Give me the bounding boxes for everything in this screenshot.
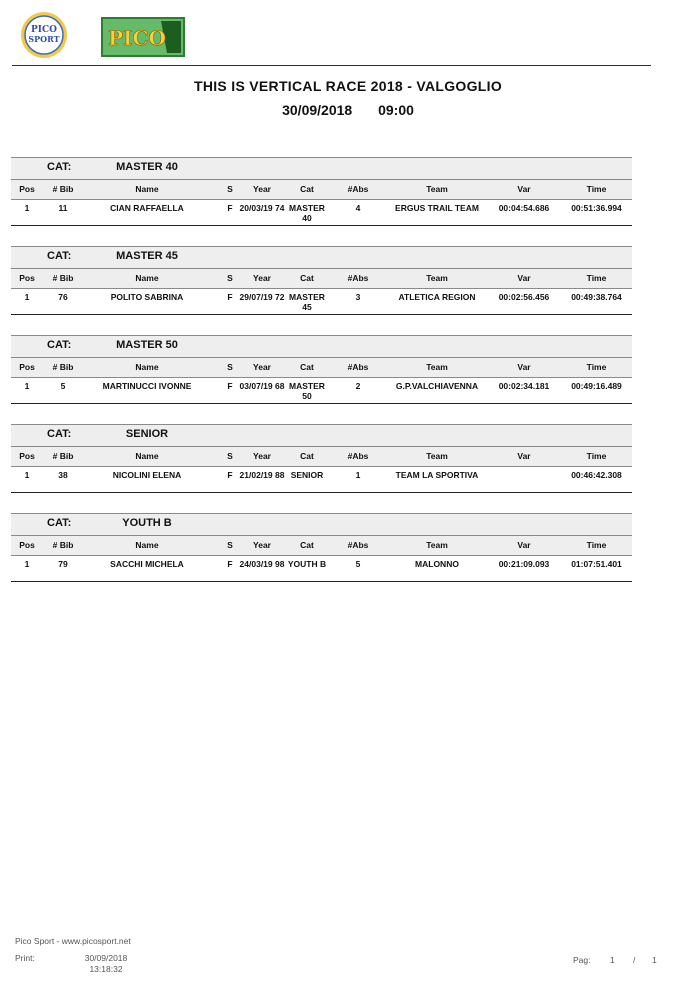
column-header-pos: Pos [19, 451, 35, 461]
category-name: MASTER 40 [116, 161, 178, 173]
column-header-pos: Pos [19, 540, 35, 550]
column-header-name: Name [135, 540, 159, 550]
column-header-bib: # Bib [52, 273, 74, 283]
column-header-bib: # Bib [52, 362, 74, 372]
column-header-cat: Cat [300, 184, 314, 194]
result-row [11, 378, 632, 404]
cell-var: 00:02:56.456 [498, 292, 550, 302]
cell-year: 21/02/19 88 [239, 470, 285, 480]
cell-name: CIAN RAFFAELLA [110, 203, 184, 213]
column-header-bib: # Bib [52, 540, 74, 550]
category-section [11, 157, 632, 226]
result-row [11, 289, 632, 315]
column-header-team: Team [426, 540, 448, 550]
column-header-cat: Cat [300, 273, 314, 283]
cell-name: SACCHI MICHELA [110, 559, 184, 569]
cell-time: 00:46:42.308 [571, 470, 622, 480]
column-header-var: Var [517, 540, 531, 550]
cell-var: 00:21:09.093 [498, 559, 550, 569]
category-section [11, 335, 632, 404]
cell-sex: F [227, 470, 233, 480]
column-header-pos: Pos [19, 273, 35, 283]
cell-cat: MASTER 40 [289, 203, 325, 223]
column-header-var: Var [517, 451, 531, 461]
category-name: MASTER 45 [116, 250, 178, 262]
column-header-var: Var [517, 273, 531, 283]
category-name: MASTER 50 [116, 339, 178, 351]
cell-team: MALONNO [415, 559, 459, 569]
cell-cat: MASTER 50 [289, 381, 325, 401]
cell-name: MARTINUCCI IVONNE [102, 381, 192, 391]
column-header-sex: S [227, 451, 233, 461]
category-label: CAT: [47, 161, 72, 173]
column-header-time: Time [586, 362, 607, 372]
logo-left-line2: SPORT [28, 34, 60, 44]
category-bar [11, 424, 632, 447]
column-header-pos: Pos [19, 362, 35, 372]
race-title: THIS IS VERTICAL RACE 2018 - VALGOGLIO [193, 78, 503, 94]
category-label: CAT: [47, 339, 72, 351]
footer-page-total: 1 [652, 955, 657, 965]
cell-var: 00:02:34.181 [498, 381, 550, 391]
footer-print-label: Print: [15, 953, 35, 963]
cell-pos: 1 [24, 470, 30, 480]
footer-site: Pico Sport - www.picosport.net [15, 936, 131, 946]
column-header-row [11, 447, 632, 467]
cell-year: 03/07/19 68 [239, 381, 285, 391]
column-header-row [11, 358, 632, 378]
column-header-team: Team [426, 184, 448, 194]
column-header-abs: #Abs [347, 540, 369, 550]
column-header-year: Year [253, 362, 271, 372]
column-header-team: Team [426, 451, 448, 461]
footer-page-label: Pag: [573, 955, 591, 965]
column-header-var: Var [517, 362, 531, 372]
column-header-time: Time [586, 540, 607, 550]
race-date: 30/09/2018 [282, 102, 353, 118]
column-header-year: Year [253, 184, 271, 194]
cell-time: 00:49:38.764 [571, 292, 622, 302]
category-bar [11, 246, 632, 269]
column-header-bib: # Bib [52, 184, 74, 194]
column-header-team: Team [426, 273, 448, 283]
pico-rectangular-logo [101, 17, 185, 57]
category-section [11, 513, 632, 582]
category-section [11, 424, 632, 493]
column-header-row [11, 180, 632, 200]
cell-name: POLITO SABRINA [110, 292, 184, 302]
column-header-pos: Pos [19, 184, 35, 194]
category-name: YOUTH B [122, 517, 172, 529]
footer-page-separator: / [633, 955, 636, 965]
column-header-name: Name [135, 184, 159, 194]
cell-cat: YOUTH B [287, 559, 327, 569]
column-header-cat: Cat [300, 451, 314, 461]
cell-sex: F [227, 292, 233, 302]
column-header-team: Team [426, 362, 448, 372]
column-header-time: Time [586, 184, 607, 194]
column-header-cat: Cat [300, 540, 314, 550]
cell-bib: 11 [58, 203, 68, 213]
column-header-abs: #Abs [347, 184, 369, 194]
column-header-sex: S [227, 540, 233, 550]
column-header-row [11, 536, 632, 556]
cell-abs: 5 [355, 559, 361, 569]
column-header-sex: S [227, 273, 233, 283]
cell-time: 00:49:16.489 [571, 381, 622, 391]
category-label: CAT: [47, 517, 72, 529]
cell-pos: 1 [24, 203, 30, 213]
race-time: 09:00 [378, 102, 414, 118]
logo-left-line1: PICO [31, 25, 57, 35]
column-header-cat: Cat [300, 362, 314, 372]
cell-pos: 1 [24, 292, 30, 302]
cell-name: NICOLINI ELENA [112, 470, 182, 480]
cell-year: 20/03/19 74 [239, 203, 285, 213]
cell-time: 01:07:51.401 [571, 559, 622, 569]
cell-team: ERGUS TRAIL TEAM [395, 203, 479, 213]
cell-bib: 38 [58, 470, 68, 480]
column-header-bib: # Bib [52, 451, 74, 461]
cell-bib: 76 [58, 292, 68, 302]
cell-cat: SENIOR [290, 470, 324, 480]
cell-cat: MASTER 45 [289, 292, 325, 312]
race-datetime [0, 102, 696, 118]
footer-page-current: 1 [610, 955, 615, 965]
cell-year: 29/07/19 72 [239, 292, 285, 302]
result-row [11, 200, 632, 226]
category-label: CAT: [47, 428, 72, 440]
footer-print-date: 30/09/2018 [84, 953, 128, 963]
cell-var: 00:04:54.686 [498, 203, 550, 213]
cell-year: 24/03/19 98 [239, 559, 285, 569]
pico-sport-round-logo [20, 11, 68, 59]
column-header-name: Name [135, 273, 159, 283]
category-bar [11, 335, 632, 358]
cell-team: G.P.VALCHIAVENNA [395, 381, 479, 391]
logo-right-text: PICO [108, 26, 166, 50]
footer-print-time: 13:18:32 [89, 964, 123, 974]
cell-abs: 4 [355, 203, 361, 213]
header-divider [12, 65, 651, 66]
result-row [11, 467, 632, 493]
cell-pos: 1 [24, 559, 30, 569]
column-header-abs: #Abs [347, 273, 369, 283]
column-header-name: Name [135, 362, 159, 372]
column-header-year: Year [253, 540, 271, 550]
column-header-year: Year [253, 451, 271, 461]
category-section [11, 246, 632, 315]
cell-abs: 3 [355, 292, 361, 302]
cell-time: 00:51:36.994 [571, 203, 622, 213]
column-header-name: Name [135, 451, 159, 461]
result-row [11, 556, 632, 582]
cell-sex: F [227, 381, 233, 391]
cell-bib: 5 [60, 381, 66, 391]
column-header-time: Time [586, 273, 607, 283]
cell-sex: F [227, 559, 233, 569]
category-label: CAT: [47, 250, 72, 262]
cell-sex: F [227, 203, 233, 213]
column-header-abs: #Abs [347, 362, 369, 372]
cell-team: ATLETICA REGION [398, 292, 476, 302]
column-header-abs: #Abs [347, 451, 369, 461]
column-header-year: Year [253, 273, 271, 283]
category-bar [11, 157, 632, 180]
category-bar [11, 513, 632, 536]
column-header-sex: S [227, 362, 233, 372]
cell-abs: 1 [355, 470, 361, 480]
column-header-row [11, 269, 632, 289]
cell-team: TEAM LA SPORTIVA [395, 470, 479, 480]
cell-bib: 79 [58, 559, 68, 569]
cell-abs: 2 [355, 381, 361, 391]
column-header-sex: S [227, 184, 233, 194]
column-header-time: Time [586, 451, 607, 461]
column-header-var: Var [517, 184, 531, 194]
cell-pos: 1 [24, 381, 30, 391]
category-name: SENIOR [125, 428, 169, 440]
